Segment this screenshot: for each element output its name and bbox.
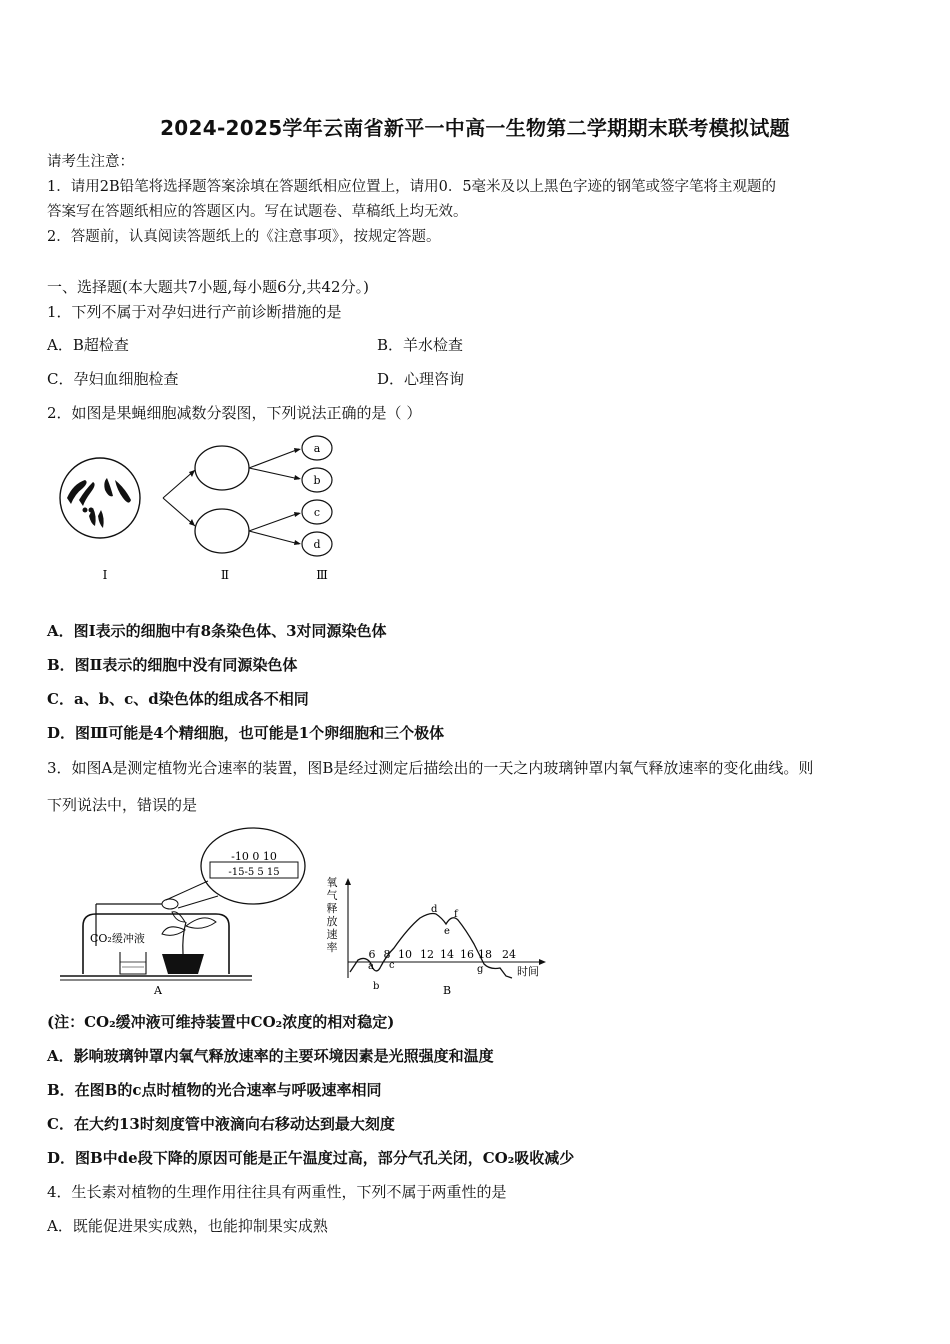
q3-option-c: C．在大约13时刻度管中液滴向右移动达到最大刻度: [47, 1115, 395, 1133]
svg-text:率: 率: [326, 941, 338, 954]
label-stage-1: Ⅰ: [102, 568, 108, 582]
svg-text:氧: 氧: [326, 876, 338, 889]
buffer-label: CO₂缓冲液: [90, 932, 145, 945]
cell-a-label: a: [313, 442, 321, 455]
oxygen-curve: [350, 914, 512, 979]
svg-text:6: 6: [368, 948, 376, 961]
y-axis-label: [327, 875, 338, 954]
q2-option-a: A．图Ⅰ表示的细胞中有8条染色体、3对同源染色体: [47, 622, 387, 640]
svg-text:16: 16: [460, 948, 474, 961]
section-heading: 一、选择题(本大题共7小题,每小题6分,共42分。): [47, 278, 369, 296]
svg-text:12: 12: [420, 948, 434, 961]
svg-text:18: 18: [478, 948, 492, 961]
q3-stem-2: 下列说法中，错误的是: [47, 796, 198, 814]
q4-option-a: A．既能促进果实成熟，也能抑制果实成熟: [47, 1217, 328, 1235]
q3-option-b: B．在图B的c点时植物的光合速率与呼吸速率相同: [47, 1081, 382, 1099]
svg-text:f: f: [454, 909, 458, 920]
notice-line-2: 2．答题前，认真阅读答题纸上的《注意事项》，按规定答题。: [47, 229, 441, 245]
q1-option-d: D．心理咨询: [377, 370, 465, 388]
q3-note: (注：CO₂缓冲液可维持装置中CO₂浓度的相对稳定): [47, 1013, 395, 1031]
q2-option-b: B．图Ⅱ表示的细胞中没有同源染色体: [47, 656, 298, 674]
svg-text:b: b: [373, 981, 380, 992]
figure-b-label: B: [442, 984, 452, 997]
q1-option-c: C．孕妇血细胞检查: [47, 370, 179, 388]
q4-stem: 4．生长素对植物的生理作用往往具有两重性，下列不属于两重性的是: [47, 1183, 507, 1201]
cell-2-top: [195, 446, 249, 490]
q1-stem: 1．下列不属于对孕妇进行产前诊断措施的是: [47, 303, 342, 321]
cell-b-label: b: [313, 474, 321, 487]
svg-text:速: 速: [326, 928, 338, 941]
scale-top-labels: -10 0 10: [231, 850, 277, 863]
q2-stem: 2．如图是果蝇细胞减数分裂图，下列说法正确的是（ ）: [47, 404, 422, 422]
svg-text:c: c: [389, 960, 395, 971]
svg-text:释: 释: [326, 902, 338, 915]
svg-text:10: 10: [398, 948, 412, 961]
meiosis-figure: [55, 430, 355, 590]
q2-option-d: D．图Ⅲ可能是4个精细胞，也可能是1个卵细胞和三个极体: [47, 724, 445, 742]
q3-option-a: A．影响玻璃钟罩内氧气释放速率的主要环境因素是光照强度和温度: [47, 1047, 494, 1065]
notice-heading: 请考生注意：: [47, 154, 134, 170]
notice-line-1b: 答案写在答题纸相应的答题区内。写在试题卷、草稿纸上均无效。: [47, 204, 468, 220]
q3-stem-1: 3．如图A是测定植物光合速率的装置，图B是经过测定后描绘出的一天之内玻璃钟罩内氧气释放速率的变化曲线。则: [47, 759, 814, 777]
svg-text:d: d: [431, 904, 438, 915]
figure-a-label: A: [154, 984, 162, 997]
svg-text:a: a: [368, 961, 374, 972]
q2-option-c: C．a、b、c、d染色体的组成各不相同: [47, 690, 309, 708]
x-axis-label: 时间: [517, 965, 539, 978]
page-title: 2024-2025学年云南省新平一中高一生物第二学期期末联考模拟试题: [160, 116, 790, 140]
svg-text:14: 14: [440, 948, 454, 961]
notice-line-1a: 1．请用2B铅笔将选择题答案涂填在答题纸相应位置上，请用0．5毫米及以上黑色字迹的钢笔或签字笔将主观题的: [47, 179, 777, 195]
svg-text:8: 8: [383, 948, 391, 961]
chromosomes: [67, 478, 131, 528]
q1-option-b: B．羊水检查: [377, 336, 464, 354]
label-stage-2: Ⅱ: [220, 568, 230, 582]
cell-c-label: c: [313, 506, 321, 519]
scale-bottom-labels: -15-5 5 15: [228, 867, 280, 878]
svg-text:气: 气: [326, 889, 338, 902]
q1-option-a: A．B超检查: [47, 336, 129, 354]
label-stage-3: Ⅲ: [316, 568, 328, 582]
cell-2-bottom: [195, 509, 249, 553]
svg-text:e: e: [444, 926, 450, 937]
apparatus-figure-a: [58, 826, 313, 998]
svg-text:24: 24: [502, 948, 516, 961]
svg-text:放: 放: [326, 915, 338, 928]
oxygen-rate-figure-b: [320, 872, 552, 998]
svg-text:g: g: [477, 964, 484, 975]
q3-option-d: D．图B中de段下降的原因可能是正午温度过高，部分气孔关闭，CO₂吸收减少: [47, 1149, 575, 1167]
cell-d-label: d: [313, 538, 321, 551]
